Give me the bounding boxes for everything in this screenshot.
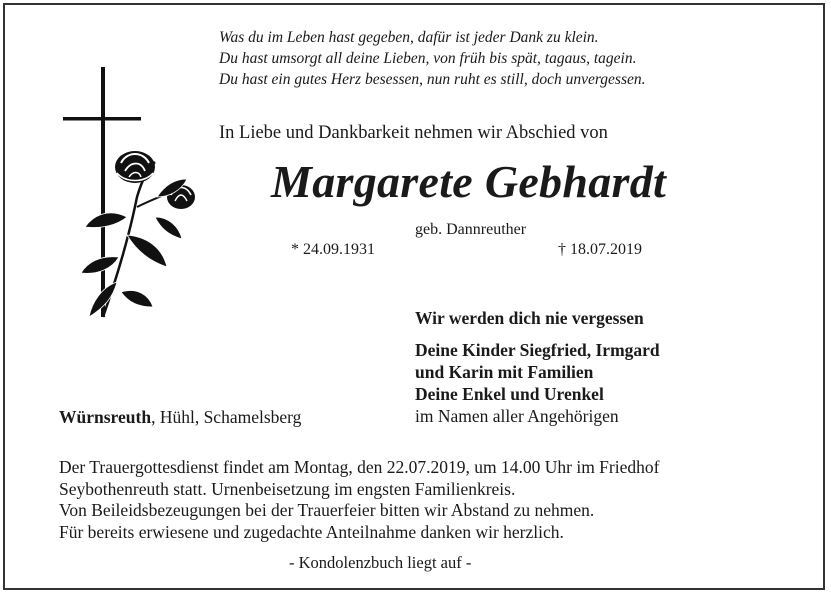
intro-text: In Liebe und Dankbarkeit nehmen wir Abschied von — [219, 123, 608, 143]
poem-line-2: Du hast umsorgt all deine Lieben, von früh bis spät, tagaus, tagein. — [219, 50, 637, 67]
family-block — [415, 307, 660, 427]
family-line-2: Deine Kinder Siegfried, Irmgard — [415, 340, 660, 360]
family-line-4: Deine Enkel und Urenkel — [415, 384, 604, 404]
obituary-card — [3, 3, 825, 590]
notice-line-1: Der Trauergottesdienst findet am Montag, den 22.07.2019, um 14.00 Uhr im Friedhof — [59, 457, 660, 477]
family-line-1: Wir werden dich nie vergessen — [415, 308, 644, 328]
place-line — [59, 407, 301, 428]
poem — [219, 27, 646, 90]
family-line-3: und Karin mit Familien — [415, 362, 594, 382]
service-notice — [59, 457, 659, 543]
notice-line-4: Für bereits erwiesene und zugedachte Anteilnahme danken wir herzlich. — [59, 521, 564, 542]
maiden-name: geb. Dannreuther — [415, 221, 527, 238]
family-line-5: im Namen aller Angehörigen — [415, 406, 619, 426]
birth-date: * 24.09.1931 — [291, 241, 375, 258]
deceased-name: Margarete Gebhardt — [271, 156, 667, 207]
place-rest: , Hühl, Schamelsberg — [151, 407, 302, 427]
death-date: † 18.07.2019 — [558, 241, 642, 258]
notice-line-3: Von Beileidsbezeugungen bei der Trauerfeier bitten wir Abstand zu nehmen. — [59, 500, 595, 520]
poem-line-1: Was du im Leben hast gegeben, dafür ist jeder Dank zu klein. — [219, 29, 599, 46]
cross-with-roses-icon — [57, 67, 212, 332]
notice-line-2: Seybothenreuth statt. Urnenbeisetzung im engsten Familienkreis. — [59, 478, 516, 499]
poem-line-3: Du hast ein gutes Herz besessen, nun ruht es still, doch unvergessen. — [219, 71, 646, 88]
condolence-note: - Kondolenzbuch liegt auf - — [289, 553, 472, 572]
place-main: Würnsreuth — [59, 407, 152, 427]
